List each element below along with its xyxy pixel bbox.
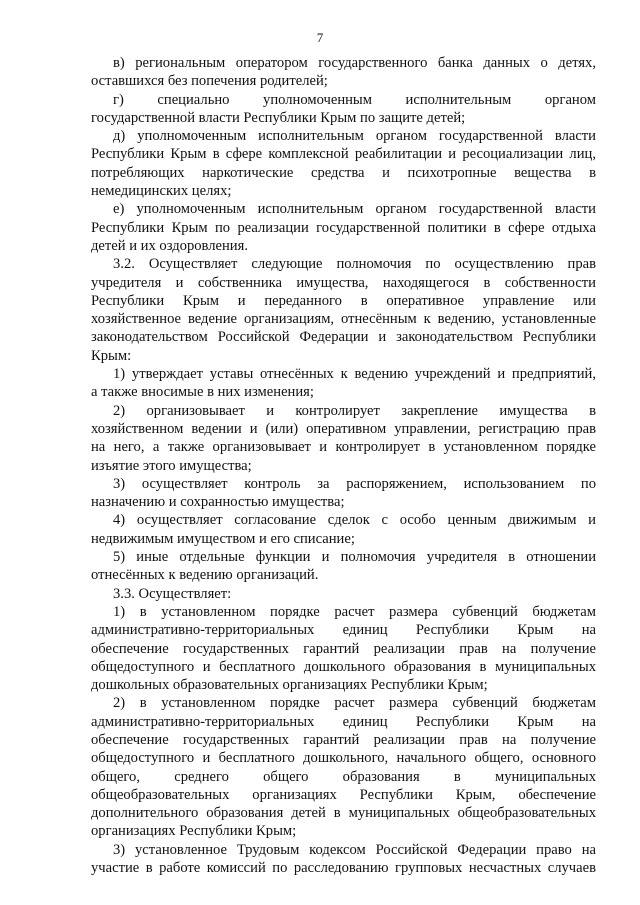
paragraph — [91, 548, 596, 585]
paragraph — [91, 511, 596, 548]
text-line: хозяйственное ведение организациям, отнесённым к ведению, установленные — [91, 311, 596, 328]
text-line: Крым: — [91, 347, 132, 364]
paragraph — [91, 200, 596, 255]
paragraph — [91, 365, 596, 402]
text-line: общеобразовательных организациях Республики Крым, обеспечение — [91, 786, 596, 803]
text-line: 2) организовывает и контролирует закрепление имущества в — [113, 402, 596, 419]
text-line: участие в работе комиссий по расследованию групповых несчастных случаев — [91, 860, 596, 877]
text-line: 3) осуществляет контроль за распоряжением, использованием по — [113, 475, 596, 492]
text-line: 2) в установленном порядке расчет размера субвенций бюджетам — [113, 695, 596, 712]
text-line: 5) иные отдельные функции и полномочия учредителя в отношении — [113, 549, 596, 566]
text-line: 4) осуществляет согласование сделок с особо ценным движимым и — [113, 512, 596, 529]
text-line: хозяйственном ведении и (или) оперативном управлении, регистрацию прав — [91, 420, 596, 437]
text-line: общедоступного и бесплатного дошкольного, начального общего, основного — [91, 750, 596, 767]
text-line: недвижимым имуществом и его списание; — [91, 530, 355, 547]
paragraph — [91, 127, 596, 200]
text-line: д) уполномоченным исполнительным органом государственной власти — [113, 128, 596, 145]
text-line: 1) утверждает уставы отнесённых к ведению учреждений и предприятий, — [113, 366, 596, 383]
text-line: отнесённых к ведению организаций. — [91, 567, 319, 584]
text-line: административно-территориальных единиц Республики Крым на — [91, 713, 596, 730]
text-line: обеспечение государственных гарантий реализации прав на получение — [91, 640, 596, 657]
paragraph — [91, 603, 596, 694]
text-line: 1) в установленном порядке расчет размера субвенций бюджетам — [113, 603, 596, 620]
text-line: изъятие этого имущества; — [91, 457, 252, 474]
paragraph — [91, 255, 596, 365]
page-number: 7 — [316, 30, 324, 45]
text-line: учредителя и собственника имущества, находящегося в собственности — [91, 274, 596, 291]
paragraph — [91, 402, 596, 475]
text-line: обеспечение государственных гарантий реализации прав на получение — [91, 731, 596, 748]
text-line: а также вносимые в них изменения; — [91, 384, 314, 401]
text-line: организациях Республики Крым; — [91, 823, 297, 840]
text-line: законодательством Российской Федерации и законодательством Республики — [91, 329, 596, 346]
paragraph — [91, 54, 596, 91]
text-line: 3.3. Осуществляет: — [113, 585, 232, 602]
paragraph — [91, 91, 596, 128]
paragraph — [91, 694, 596, 840]
text-line: 3) установленное Трудовым кодексом Российской Федерации право на — [113, 841, 596, 858]
paragraph — [91, 841, 596, 878]
paragraph — [91, 585, 596, 603]
text-line: в) региональным оператором государственного банка данных о детях, — [113, 55, 596, 71]
text-line: общего, среднего общего образования в муниципальных — [91, 768, 596, 785]
text-line: административно-территориальных единиц Республики Крым на — [91, 622, 596, 639]
text-line: детей и их оздоровления. — [91, 237, 248, 254]
text-line: на него, а также организовывает и контролирует в установленном порядке — [91, 439, 596, 456]
text-line: потребляющих наркотические средства и психотропные вещества в — [91, 164, 596, 181]
text-line: Республики Крым по реализации государственной политики в сфере отдыха — [91, 219, 596, 236]
text-line: дополнительного образования детей в муниципальных общеобразовательных — [91, 805, 596, 822]
text-line: назначению и сохранностью имущества; — [91, 494, 345, 511]
text-line: Республики Крым и переданного в оперативное управление или — [91, 292, 596, 309]
text-line: 3.2. Осуществляет следующие полномочия по осуществлению прав — [113, 256, 596, 273]
text-line: государственной власти Республики Крым по защите детей; — [91, 109, 466, 126]
paragraph — [91, 475, 596, 512]
text-line: Республики Крым в сфере комплексной реабилитации и ресоциализации лиц, — [91, 146, 596, 163]
text-line: дошкольных образовательных организациях Республики Крым; — [91, 677, 488, 694]
text-line: е) уполномоченным исполнительным органом государственной власти — [113, 201, 596, 218]
document-body — [91, 54, 596, 877]
text-line: оставшихся без попечения родителей; — [91, 73, 328, 90]
text-line: г) специально уполномоченным исполнительным органом — [113, 91, 596, 108]
text-line: общедоступного и бесплатного дошкольного образования в муниципальных — [91, 658, 596, 675]
text-line: немедицинских целях; — [91, 183, 232, 200]
